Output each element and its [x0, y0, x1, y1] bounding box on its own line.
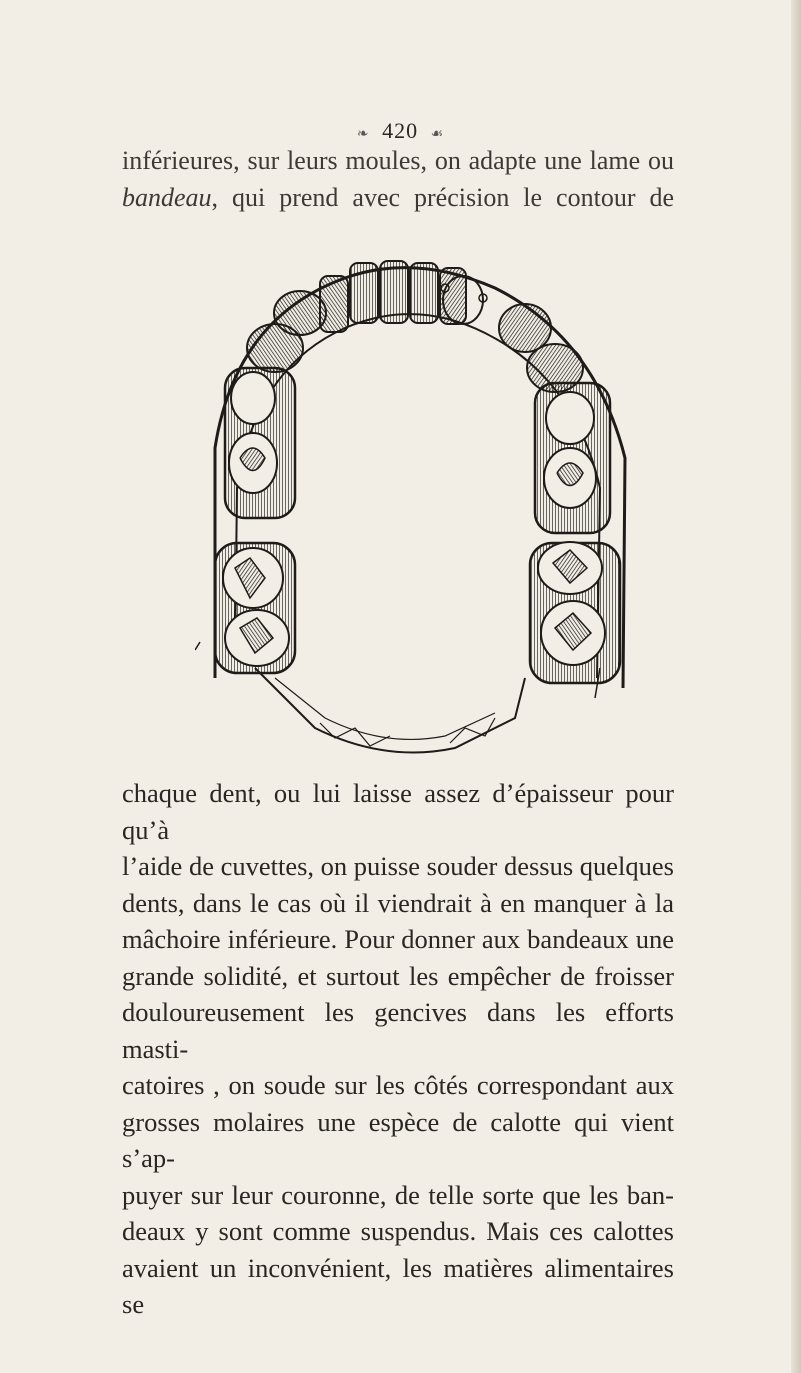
front-teeth [320, 261, 487, 332]
body-line: l’aide de cuvettes, on puisse souder dessus quelques [122, 851, 674, 881]
body-line: chaque dent, ou lui laisse assez d’épaisseur pour qu’à [122, 778, 674, 845]
body-line: puyer sur leur couronne, de telle sorte que les ban- [122, 1179, 674, 1210]
body-line: grosses molaires une espèce de calotte qui vient s’ap- [122, 1106, 674, 1173]
top-line-2-rest: , qui prend avec précision le contour de [211, 183, 674, 212]
dental-arch-illustration [195, 258, 635, 770]
body-line: avaient un inconvénient, les matières alimentaires se [122, 1252, 674, 1319]
body-line: grande solidité, et surtout les empêcher de froisser [122, 960, 674, 991]
body-line: douloureusement les gencives dans les efforts masti- [122, 997, 674, 1064]
top-line-2 [122, 179, 674, 216]
body-line: catoires , on soude sur les côtés correspondant aux [122, 1070, 674, 1100]
page-number: 420 [382, 118, 419, 143]
italic-term: bandeau [122, 183, 212, 212]
body-paragraph [122, 775, 674, 1323]
right-ornament-icon: ☙ [430, 127, 445, 142]
left-ornament-icon: ❧ [356, 127, 370, 142]
right-teeth [499, 304, 620, 683]
top-paragraph [122, 142, 674, 216]
dental-arch-figure [195, 258, 635, 770]
body-line: dents, dans le cas où il viendrait à en manquer à la [122, 887, 674, 918]
top-line-1: inférieures, sur leurs moules, on adapte une lame ou [122, 146, 674, 175]
body-line: mâchoire inférieure. Pour donner aux bandeaux une [122, 924, 674, 954]
body-line: deaux y sont comme suspendus. Mais ces calottes [122, 1216, 674, 1246]
page-header [0, 118, 801, 144]
page-edge [791, 0, 801, 1373]
